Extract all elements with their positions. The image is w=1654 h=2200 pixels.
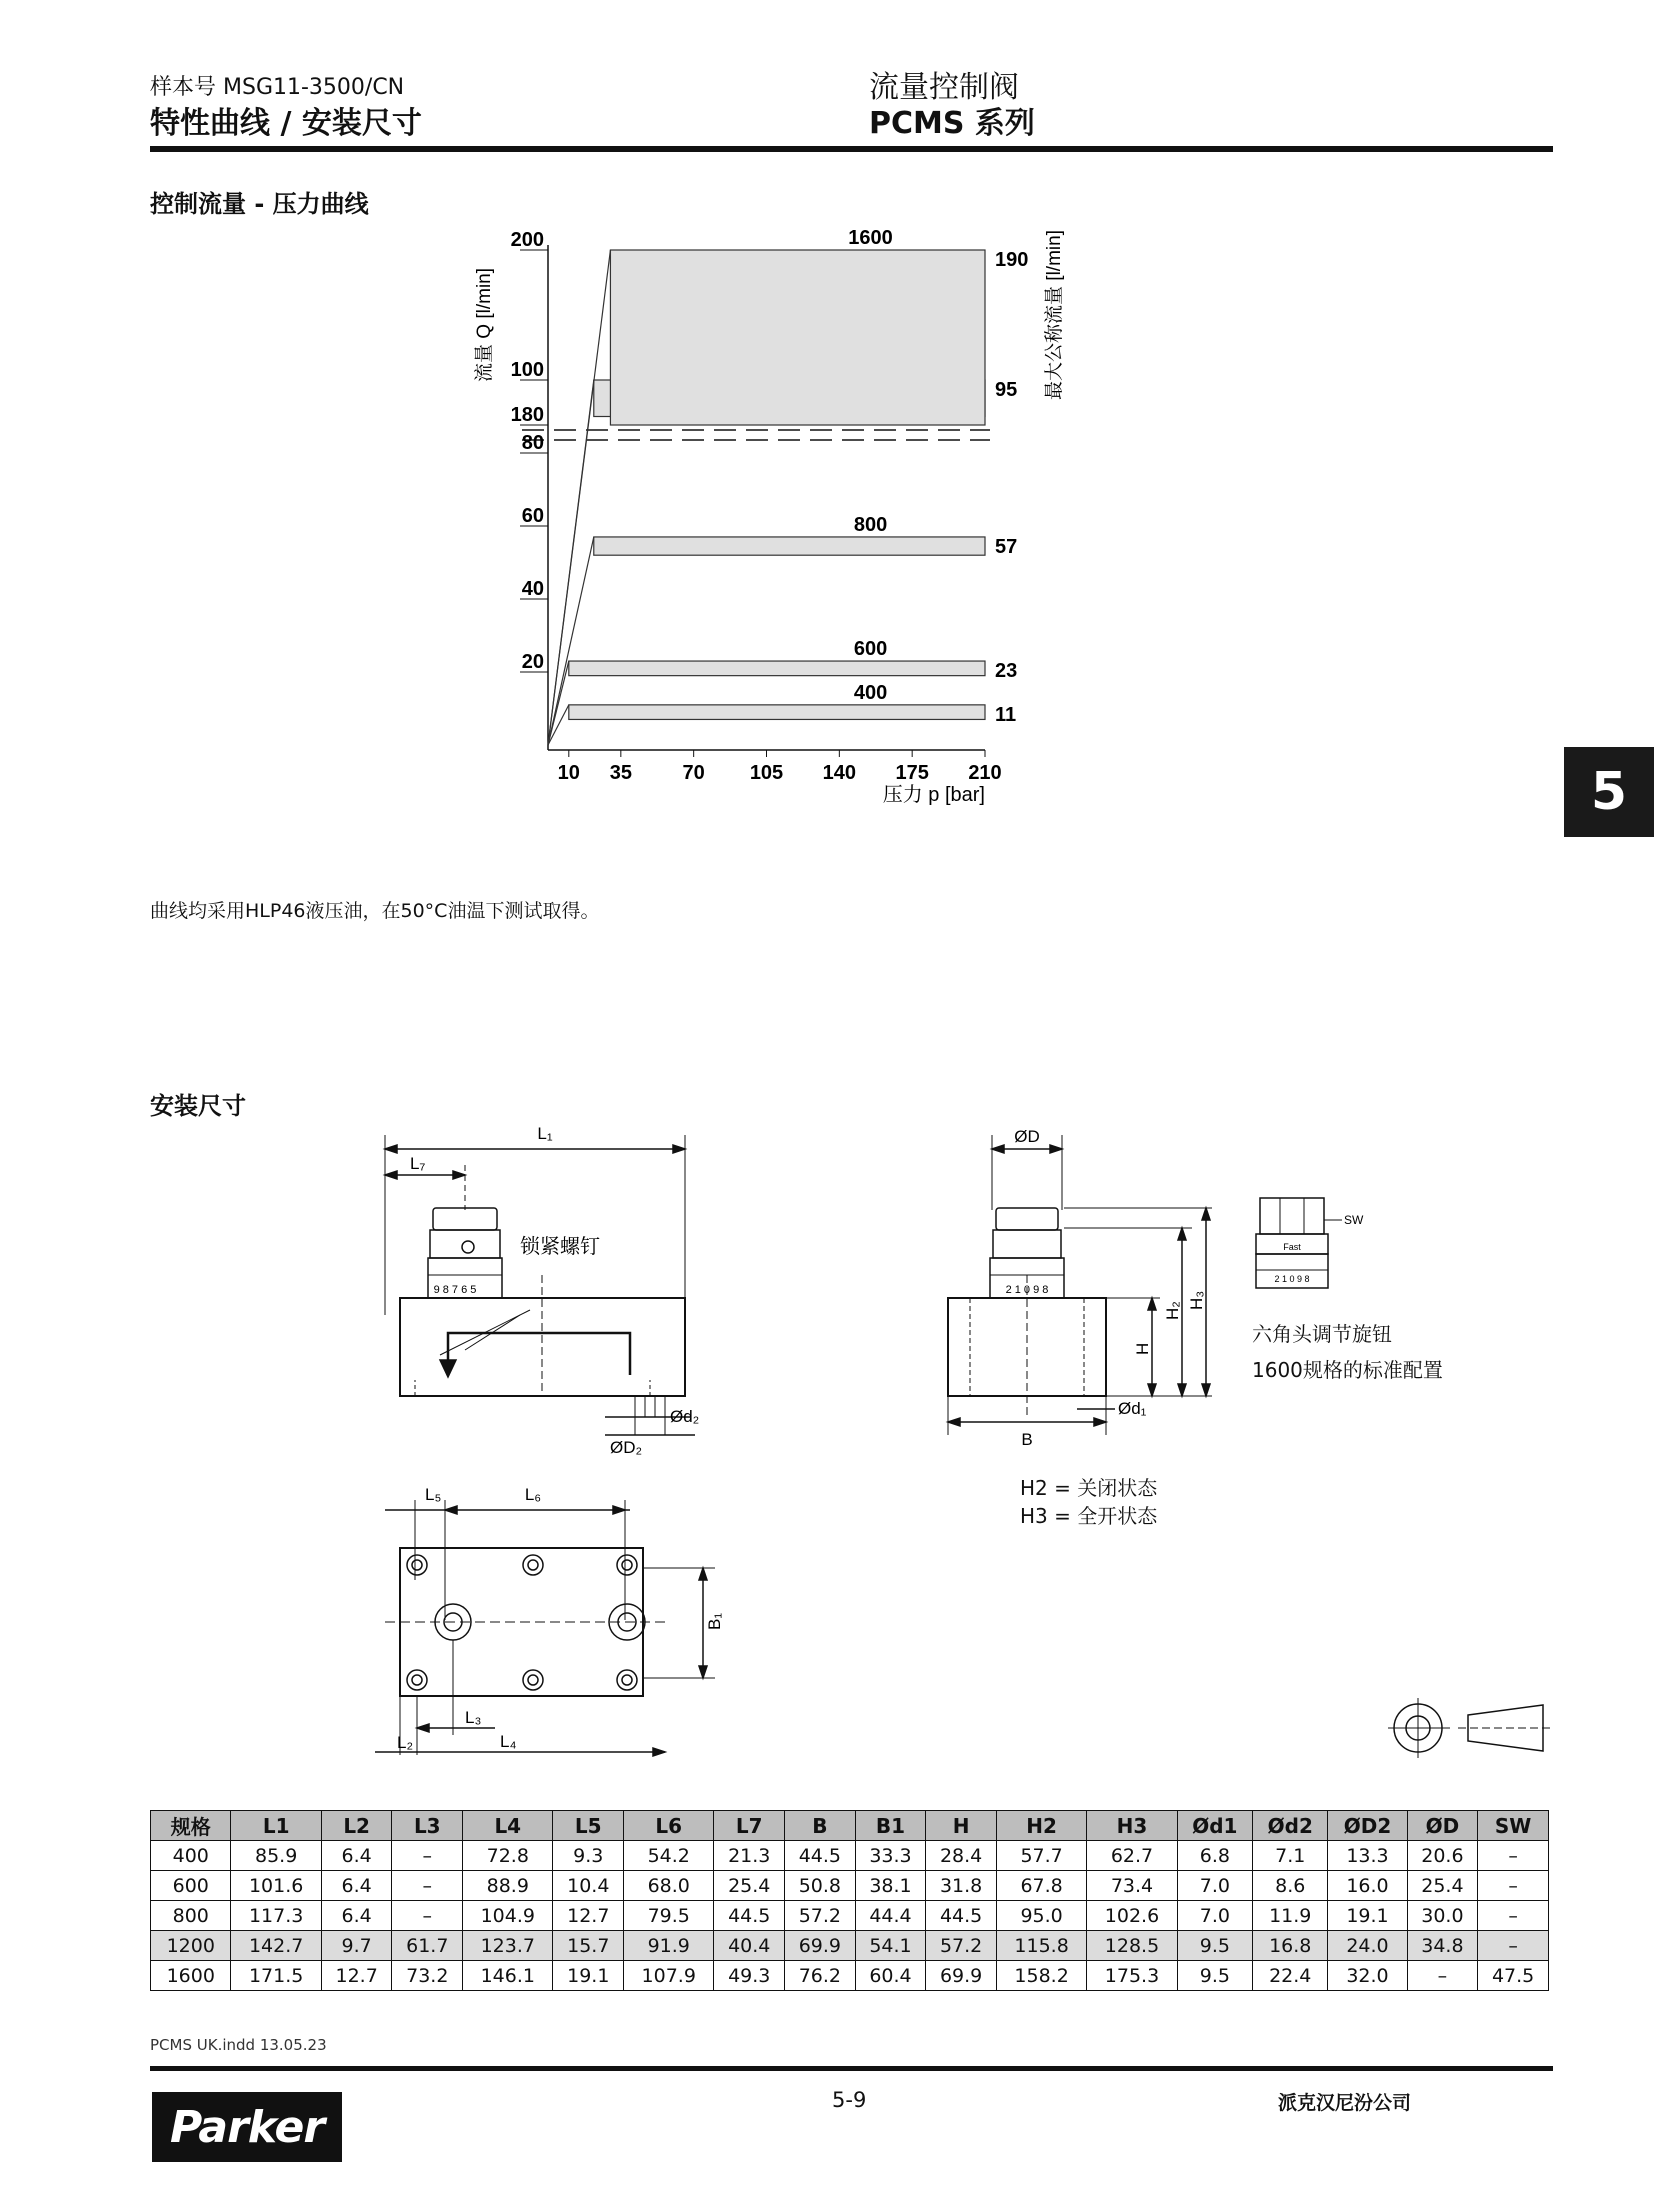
table-cell: – (1407, 1961, 1478, 1991)
table-cell: 128.5 (1087, 1931, 1177, 1961)
table-cell: 44.4 (855, 1901, 926, 1931)
chart-section-title: 控制流量 - 压力曲线 (150, 190, 369, 218)
table-cell: 7.0 (1177, 1901, 1252, 1931)
table-cell: 800 (151, 1901, 231, 1931)
series-label: 800 (853, 513, 888, 536)
y-axis-label: 流量 Q [l/min] (474, 267, 495, 383)
svg-text:ØD₂: ØD₂ (610, 1438, 643, 1457)
table-cell: 73.2 (392, 1961, 463, 1991)
file-info: PCMS UK.indd 13.05.23 (150, 2036, 327, 2054)
column-header: ØD (1407, 1811, 1478, 1841)
spec-table-header (151, 1811, 1549, 1841)
table-cell: – (1478, 1901, 1549, 1931)
chart-note: 曲线均采用HLP46液压油，在50°C油温下测试取得。 (150, 900, 600, 922)
fast-label: Fast (1283, 1242, 1301, 1252)
h2-note: H2 = 关闭状态 (1020, 1476, 1158, 1500)
table-cell: 85.9 (231, 1841, 321, 1871)
dimension-section-title: 安装尺寸 (150, 1092, 246, 1120)
max-flow-label: 57 (995, 535, 1018, 558)
column-header: B1 (855, 1811, 926, 1841)
table-cell: 19.1 (553, 1961, 624, 1991)
column-header: L5 (553, 1811, 624, 1841)
table-cell: 142.7 (231, 1931, 321, 1961)
column-header: L7 (714, 1811, 785, 1841)
table-cell: 9.5 (1177, 1961, 1252, 1991)
table-cell: 12.7 (321, 1961, 392, 1991)
column-header: L3 (392, 1811, 463, 1841)
table-cell: 47.5 (1478, 1961, 1549, 1991)
y-tick-label: 100 (510, 359, 544, 381)
table-cell: 6.4 (321, 1901, 392, 1931)
table-cell: – (392, 1871, 463, 1901)
column-header: L4 (463, 1811, 553, 1841)
column-header: H (926, 1811, 997, 1841)
series-label: 1600 (848, 227, 893, 249)
y-tick-label: 80 (521, 432, 544, 454)
table-cell: – (1478, 1871, 1549, 1901)
y-tick-label: 180 (510, 404, 544, 426)
series-band (594, 537, 985, 555)
table-row (151, 1901, 1549, 1931)
table-cell: 50.8 (785, 1871, 856, 1901)
table-cell: 16.8 (1253, 1931, 1328, 1961)
table-cell: 1200 (151, 1931, 231, 1961)
svg-text:2 1 0 9 8: 2 1 0 9 8 (1274, 1274, 1310, 1284)
x-tick-label: 105 (749, 762, 784, 784)
table-cell: 95.0 (996, 1901, 1086, 1931)
table-cell: 11.9 (1253, 1901, 1328, 1931)
table-cell: 123.7 (463, 1931, 553, 1961)
side-view-drawing (360, 1125, 730, 1470)
table-cell: 79.5 (624, 1901, 714, 1931)
table-cell: 600 (151, 1871, 231, 1901)
table-cell: 400 (151, 1841, 231, 1871)
section-title: 特性曲线 / 安装尺寸 (150, 106, 422, 141)
max-flow-label: 95 (995, 379, 1018, 401)
table-cell: 22.4 (1253, 1961, 1328, 1991)
table-cell: 73.4 (1087, 1871, 1177, 1901)
table-cell: 61.7 (392, 1931, 463, 1961)
table-cell: 25.4 (714, 1871, 785, 1901)
table-cell: 19.1 (1328, 1901, 1407, 1931)
table-cell: 68.0 (624, 1871, 714, 1901)
table-cell: 7.1 (1253, 1841, 1328, 1871)
table-cell: 76.2 (785, 1961, 856, 1991)
x-tick-label: 10 (557, 762, 580, 784)
page-number: 5-9 (832, 2088, 867, 2112)
table-row (151, 1871, 1549, 1901)
table-cell: 49.3 (714, 1961, 785, 1991)
product-title: 流量控制阀 (869, 70, 1019, 105)
y2-axis-label: 最大公称流量 [l/min] (1044, 230, 1065, 400)
column-header: Ød1 (1177, 1811, 1252, 1841)
table-cell: – (392, 1901, 463, 1931)
table-row (151, 1961, 1549, 1991)
column-header: B (785, 1811, 856, 1841)
company-name: 派克汉尼汾公司 (1278, 2092, 1412, 2114)
svg-text:H₃: H₃ (1187, 1290, 1206, 1310)
sw-label: SW (1344, 1213, 1364, 1227)
table-cell: 171.5 (231, 1961, 321, 1991)
table-cell: 158.2 (996, 1961, 1086, 1991)
x-tick-label: 175 (895, 762, 929, 784)
table-cell: 57.2 (926, 1931, 997, 1961)
svg-text:L₁: L₁ (537, 1124, 553, 1143)
hex-knob-detail (1250, 1190, 1364, 1310)
table-cell: 13.3 (1328, 1841, 1407, 1871)
lock-screw-label: 锁紧螺钉 (520, 1236, 600, 1258)
x-tick-label: 140 (822, 762, 857, 784)
table-cell: 28.4 (926, 1841, 997, 1871)
svg-text:H: H (1133, 1342, 1152, 1355)
table-cell: 38.1 (855, 1871, 926, 1901)
table-cell: 33.3 (855, 1841, 926, 1871)
catalog-number: 样本号 MSG11-3500/CN (150, 75, 405, 100)
series-band (569, 661, 985, 676)
h3-note: H3 = 全开状态 (1020, 1504, 1158, 1528)
table-row (151, 1931, 1549, 1961)
svg-text:2 1 0 9 8: 2 1 0 9 8 (1005, 1284, 1049, 1296)
svg-text:ØD: ØD (1014, 1127, 1040, 1146)
table-cell: 54.2 (624, 1841, 714, 1871)
table-cell: 7.0 (1177, 1871, 1252, 1901)
svg-text:9 8 7 6 5: 9 8 7 6 5 (433, 1284, 477, 1296)
table-cell: 67.8 (996, 1871, 1086, 1901)
table-cell: 104.9 (463, 1901, 553, 1931)
table-cell: 9.5 (1177, 1931, 1252, 1961)
table-cell: 15.7 (553, 1931, 624, 1961)
table-cell: 9.3 (553, 1841, 624, 1871)
table-cell: 91.9 (624, 1931, 714, 1961)
table-cell: 44.5 (714, 1901, 785, 1931)
svg-text:Ød₁: Ød₁ (1118, 1399, 1147, 1418)
hex-knob-standard-label: 1600规格的标准配置 (1252, 1358, 1443, 1382)
svg-text:L₅: L₅ (425, 1485, 442, 1504)
max-flow-label: 190 (995, 249, 1029, 271)
table-cell: 24.0 (1328, 1931, 1407, 1961)
table-cell: 60.4 (855, 1961, 926, 1991)
svg-text:B₁: B₁ (705, 1612, 724, 1630)
table-cell: 30.0 (1407, 1901, 1478, 1931)
table-row (151, 1841, 1549, 1871)
svg-text:H₂: H₂ (1163, 1301, 1182, 1320)
series-band (569, 705, 985, 720)
table-cell: 69.9 (785, 1931, 856, 1961)
max-flow-label: 11 (995, 703, 1017, 726)
table-cell: – (1478, 1931, 1549, 1961)
table-cell: 31.8 (926, 1871, 997, 1901)
table-cell: 12.7 (553, 1901, 624, 1931)
x-axis-label: 压力 p [bar] (882, 784, 985, 806)
chapter-tab: 5 (1564, 747, 1654, 837)
table-cell: 40.4 (714, 1931, 785, 1961)
svg-text:L₂: L₂ (397, 1733, 414, 1752)
table-cell: 107.9 (624, 1961, 714, 1991)
table-cell: 44.5 (926, 1901, 997, 1931)
spec-table (150, 1810, 1549, 1991)
table-cell: 57.7 (996, 1841, 1086, 1871)
series-band (610, 250, 985, 425)
y-tick-label: 20 (521, 651, 544, 673)
table-cell: 32.0 (1328, 1961, 1407, 1991)
bottom-view-drawing (365, 1480, 765, 1765)
table-cell: 9.7 (321, 1931, 392, 1961)
svg-text:L₇: L₇ (410, 1154, 426, 1173)
table-cell: 6.8 (1177, 1841, 1252, 1871)
table-cell: 72.8 (463, 1841, 553, 1871)
column-header: L2 (321, 1811, 392, 1841)
table-cell: 10.4 (553, 1871, 624, 1901)
max-flow-label: 23 (995, 660, 1018, 683)
column-header: L1 (231, 1811, 321, 1841)
table-cell: 20.6 (1407, 1841, 1478, 1871)
table-cell: 88.9 (463, 1871, 553, 1901)
y-tick-label: 60 (521, 505, 544, 527)
table-cell: 1600 (151, 1961, 231, 1991)
table-cell: – (392, 1841, 463, 1871)
svg-text:L₄: L₄ (500, 1732, 517, 1751)
table-cell: 21.3 (714, 1841, 785, 1871)
table-cell: 102.6 (1087, 1901, 1177, 1931)
column-header: 规格 (151, 1811, 231, 1841)
column-header: SW (1478, 1811, 1549, 1841)
x-tick-label: 210 (968, 762, 1002, 784)
column-header: H3 (1087, 1811, 1177, 1841)
table-cell: 6.4 (321, 1871, 392, 1901)
table-cell: 69.9 (926, 1961, 997, 1991)
svg-text:B: B (1021, 1430, 1033, 1449)
table-cell: 8.6 (1253, 1871, 1328, 1901)
table-cell: 117.3 (231, 1901, 321, 1931)
front-view-drawing (930, 1125, 1230, 1470)
flow-pressure-chart (460, 225, 1100, 865)
table-cell: – (1478, 1841, 1549, 1871)
table-cell: 54.1 (855, 1931, 926, 1961)
header-rule (150, 146, 1553, 152)
svg-text:L₃: L₃ (465, 1708, 482, 1727)
table-cell: 34.8 (1407, 1931, 1478, 1961)
table-cell: 44.5 (785, 1841, 856, 1871)
table-cell: 115.8 (996, 1931, 1086, 1961)
table-cell: 25.4 (1407, 1871, 1478, 1901)
table-cell: 175.3 (1087, 1961, 1177, 1991)
column-header: ØD2 (1328, 1811, 1407, 1841)
hex-knob-label: 六角头调节旋钮 (1252, 1322, 1392, 1346)
x-tick-label: 70 (682, 762, 705, 784)
column-header: Ød2 (1253, 1811, 1328, 1841)
column-header: L6 (624, 1811, 714, 1841)
table-cell: 101.6 (231, 1871, 321, 1901)
y-tick-label: 200 (510, 229, 544, 251)
table-cell: 16.0 (1328, 1871, 1407, 1901)
series-title: PCMS 系列 (869, 106, 1035, 141)
series-label: 400 (853, 681, 888, 704)
x-tick-label: 35 (609, 762, 632, 784)
spec-table-body (151, 1841, 1549, 1991)
svg-text:L₆: L₆ (524, 1485, 542, 1504)
column-header: H2 (996, 1811, 1086, 1841)
table-cell: 62.7 (1087, 1841, 1177, 1871)
svg-text:Ød₂: Ød₂ (670, 1407, 700, 1426)
series-label: 600 (853, 638, 888, 661)
projection-symbol (1388, 1693, 1553, 1763)
table-cell: 57.2 (785, 1901, 856, 1931)
y-tick-label: 40 (521, 578, 544, 600)
table-cell: 6.4 (321, 1841, 392, 1871)
table-cell: 146.1 (463, 1961, 553, 1991)
parker-logo: Parker (152, 2092, 342, 2162)
footer-rule (150, 2066, 1553, 2071)
